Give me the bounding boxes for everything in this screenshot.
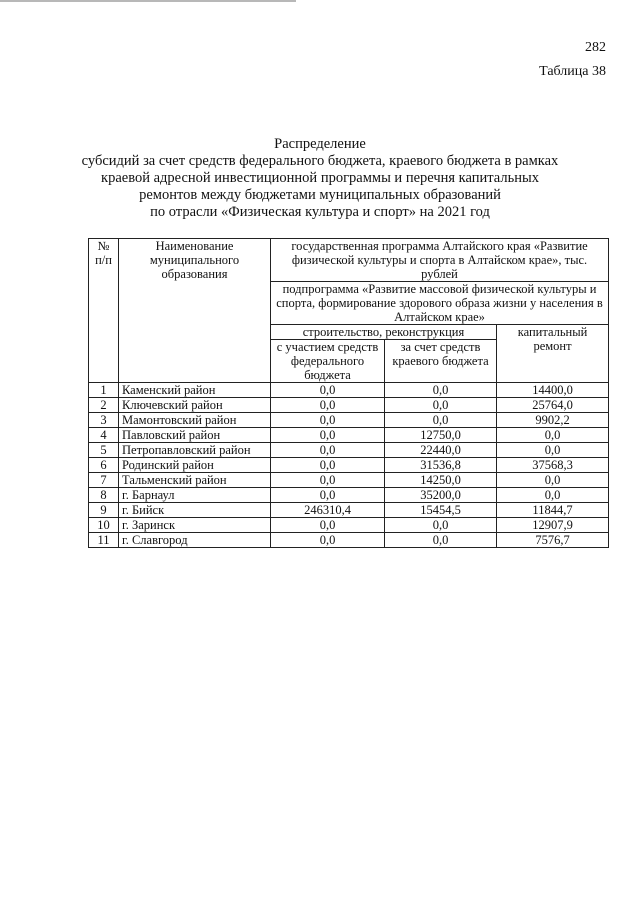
federal-value: 0,0: [271, 458, 385, 473]
municipality-name: г. Заринск: [119, 518, 271, 533]
municipality-name: Каменский район: [119, 383, 271, 398]
regional-value: 0,0: [385, 518, 497, 533]
row-number: 10: [89, 518, 119, 533]
federal-value: 0,0: [271, 383, 385, 398]
federal-value: 0,0: [271, 473, 385, 488]
municipality-name: Мамонтовский район: [119, 413, 271, 428]
municipality-name: г. Бийск: [119, 503, 271, 518]
header-program: государственная программа Алтайского края «Развитие физической культуры и спорта в Алтайском крае», тыс. рублей: [271, 239, 609, 282]
repair-value: 14400,0: [497, 383, 609, 398]
regional-value: 0,0: [385, 398, 497, 413]
repair-value: 0,0: [497, 443, 609, 458]
repair-value: 7576,7: [497, 533, 609, 548]
table-row: [89, 458, 609, 473]
row-number: 9: [89, 503, 119, 518]
federal-value: 0,0: [271, 428, 385, 443]
regional-value: 0,0: [385, 413, 497, 428]
header-name: Наименование муниципального образования: [119, 239, 271, 383]
row-number: 6: [89, 458, 119, 473]
federal-value: 0,0: [271, 488, 385, 503]
subsidy-table: [88, 238, 609, 548]
table-row: [89, 443, 609, 458]
header-subprogram: подпрограмма «Развитие массовой физической культуры и спорта, формирование здорового образа жизни у населения в Алтайском крае»: [271, 282, 609, 325]
repair-value: 12907,9: [497, 518, 609, 533]
table-row: [89, 503, 609, 518]
regional-value: 12750,0: [385, 428, 497, 443]
title-line: краевой адресной инвестиционной программы и перечня капитальных: [101, 170, 539, 186]
regional-value: 31536,8: [385, 458, 497, 473]
row-number: 11: [89, 533, 119, 548]
repair-value: 0,0: [497, 428, 609, 443]
regional-value: 0,0: [385, 383, 497, 398]
page-number: 282: [585, 40, 606, 55]
title-line: субсидий за счет средств федерального бюджета, краевого бюджета в рамках: [81, 153, 559, 169]
table-row: [89, 473, 609, 488]
municipality-name: Тальменский район: [119, 473, 271, 488]
header-regional: за счет средств краевого бюджета: [385, 340, 497, 383]
row-number: 4: [89, 428, 119, 443]
federal-value: 0,0: [271, 533, 385, 548]
regional-value: 15454,5: [385, 503, 497, 518]
header-construction: строительство, реконструкция: [271, 325, 497, 340]
federal-value: 246310,4: [271, 503, 385, 518]
regional-value: 35200,0: [385, 488, 497, 503]
regional-value: 14250,0: [385, 473, 497, 488]
row-number: 2: [89, 398, 119, 413]
municipality-name: Родинский район: [119, 458, 271, 473]
table-row: [89, 488, 609, 503]
scan-top-line: [0, 0, 296, 2]
document-title: [70, 136, 570, 221]
repair-value: 0,0: [497, 488, 609, 503]
municipality-name: Павловский район: [119, 428, 271, 443]
federal-value: 0,0: [271, 443, 385, 458]
header-capital-repair: капитальный ремонт: [497, 325, 609, 383]
table-row: [89, 518, 609, 533]
row-number: 8: [89, 488, 119, 503]
table-row: [89, 398, 609, 413]
header-num: № п/п: [89, 239, 119, 383]
title-line: ремонтов между бюджетами муниципальных образований: [139, 187, 501, 203]
regional-value: 0,0: [385, 533, 497, 548]
row-number: 7: [89, 473, 119, 488]
title-line: Распределение: [274, 136, 366, 152]
title-line: по отрасли «Физическая культура и спорт» на 2021 год: [150, 204, 490, 220]
municipality-name: Петропавловский район: [119, 443, 271, 458]
repair-value: 25764,0: [497, 398, 609, 413]
municipality-name: г. Барнаул: [119, 488, 271, 503]
table-label: Таблица 38: [539, 64, 606, 79]
table-row: [89, 413, 609, 428]
federal-value: 0,0: [271, 518, 385, 533]
row-number: 5: [89, 443, 119, 458]
row-number: 3: [89, 413, 119, 428]
repair-value: 0,0: [497, 473, 609, 488]
federal-value: 0,0: [271, 413, 385, 428]
header-federal: с участием средств федерального бюджета: [271, 340, 385, 383]
table-row: [89, 383, 609, 398]
municipality-name: г. Славгород: [119, 533, 271, 548]
municipality-name: Ключевский район: [119, 398, 271, 413]
repair-value: 37568,3: [497, 458, 609, 473]
regional-value: 22440,0: [385, 443, 497, 458]
repair-value: 11844,7: [497, 503, 609, 518]
row-number: 1: [89, 383, 119, 398]
repair-value: 9902,2: [497, 413, 609, 428]
table-row: [89, 428, 609, 443]
federal-value: 0,0: [271, 398, 385, 413]
table-row: [89, 533, 609, 548]
